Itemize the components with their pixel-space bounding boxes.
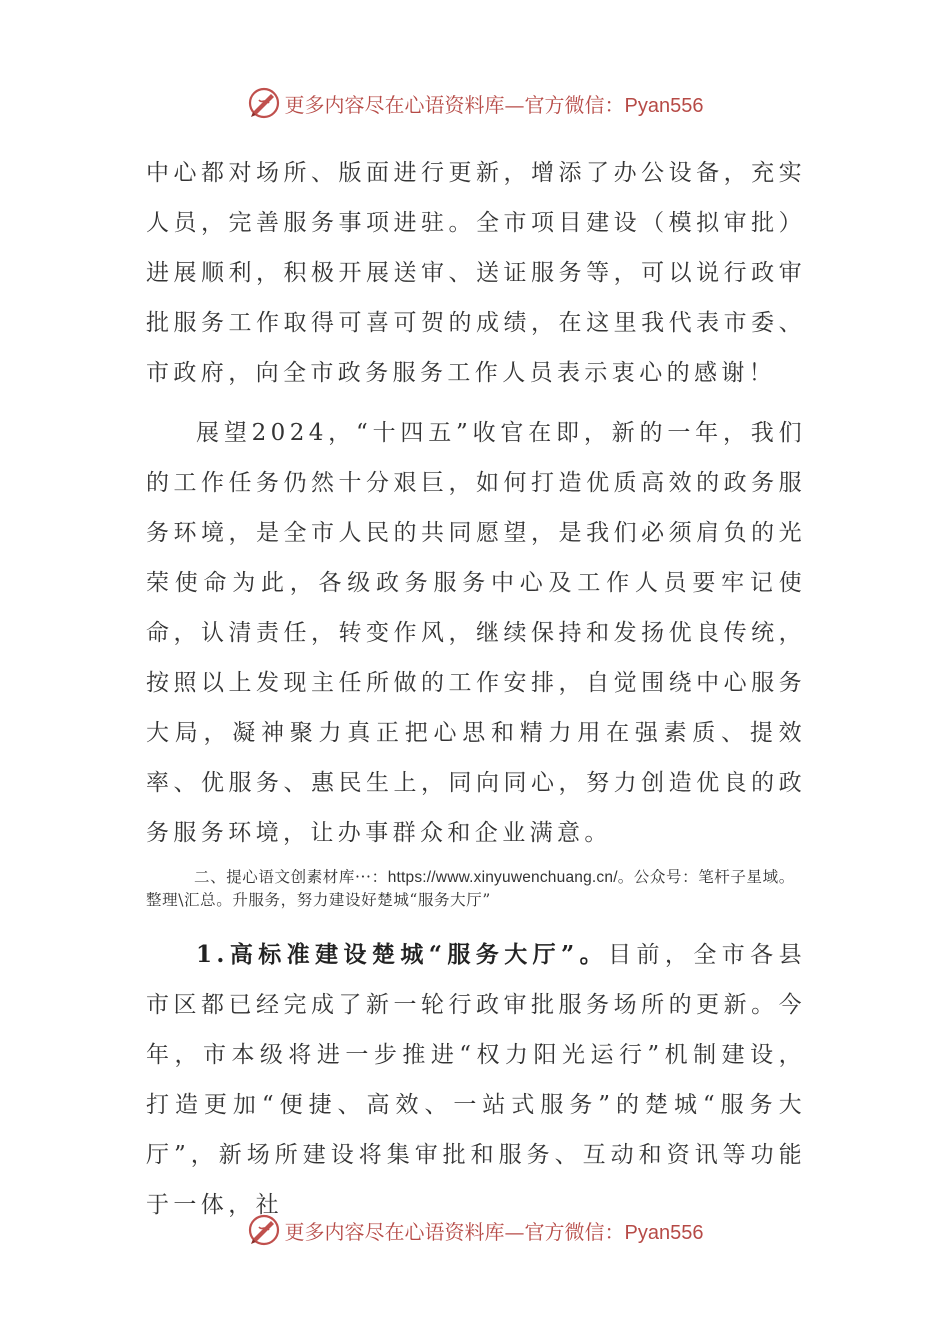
note-prefix: 二、提心语文创素材库···：	[194, 868, 388, 886]
section-heading-note	[146, 866, 808, 911]
banner-text: 更多内容尽在心语资料库—官方微信：Pyan556	[284, 92, 704, 117]
pen-logo-icon	[247, 1213, 281, 1247]
item-body: 目前，全市各县市区都已经完成了新一轮行政审批服务场所的更新。今年，市本级将进一步推进“权力阳光运行”机制建设，打造更加“便捷、高效、一站式服务”的楚城“服务大厅”，新场所建设将集审批和服务、互动和资讯等功能于一体，社	[146, 942, 806, 1218]
wechat-id: Pyan556	[624, 94, 704, 117]
pen-logo-icon	[247, 86, 281, 120]
paragraph-outlook: 展望2024，“十四五”收官在即，新的一年，我们的工作任务仍然十分艰巨，如何打造优质高效的政务服务环境，是全市人民的共同愿望，是我们必须肩负的光荣使命为此，各级政务服务中心及工作人员要牢记使命，认清责任，转变作风，继续保持和发扬优良传统，按照以上发现主任所做的工作安排，自觉围绕中心服务大局，凝神聚力真正把心思和精力用在强素质、提效率、优服务、惠民生上，同向同心，努力创造优良的政务服务环境，让办事群众和企业满意。	[146, 420, 806, 846]
item-heading: 1.高标准建设楚城“服务大厅”。	[196, 941, 609, 968]
footer-banner	[0, 1210, 950, 1250]
header-banner	[0, 83, 950, 123]
note-url: https://www.xinyuwenchuang.cn/	[387, 869, 618, 886]
paragraph-service-hall	[146, 930, 806, 1230]
wechat-id: Pyan556	[624, 1221, 704, 1244]
banner-text: 更多内容尽在心语资料库—官方微信：Pyan556	[284, 1219, 704, 1244]
note-suffix: 。公众号：笔杆子星域。整理\汇总。升服务，努力建设好楚城“服务大厅”	[146, 868, 795, 909]
paragraph-intro-continued: 中心都对场所、版面进行更新，增添了办公设备，充实人员，完善服务事项进驻。全市项目建设（模拟审批）进展顺利，积极开展送审、送证服务等，可以说行政审批服务工作取得可喜可贺的成绩，在这里我代表市委、市政府，向全市政务服务工作人员表示衷心的感谢！	[146, 160, 806, 386]
